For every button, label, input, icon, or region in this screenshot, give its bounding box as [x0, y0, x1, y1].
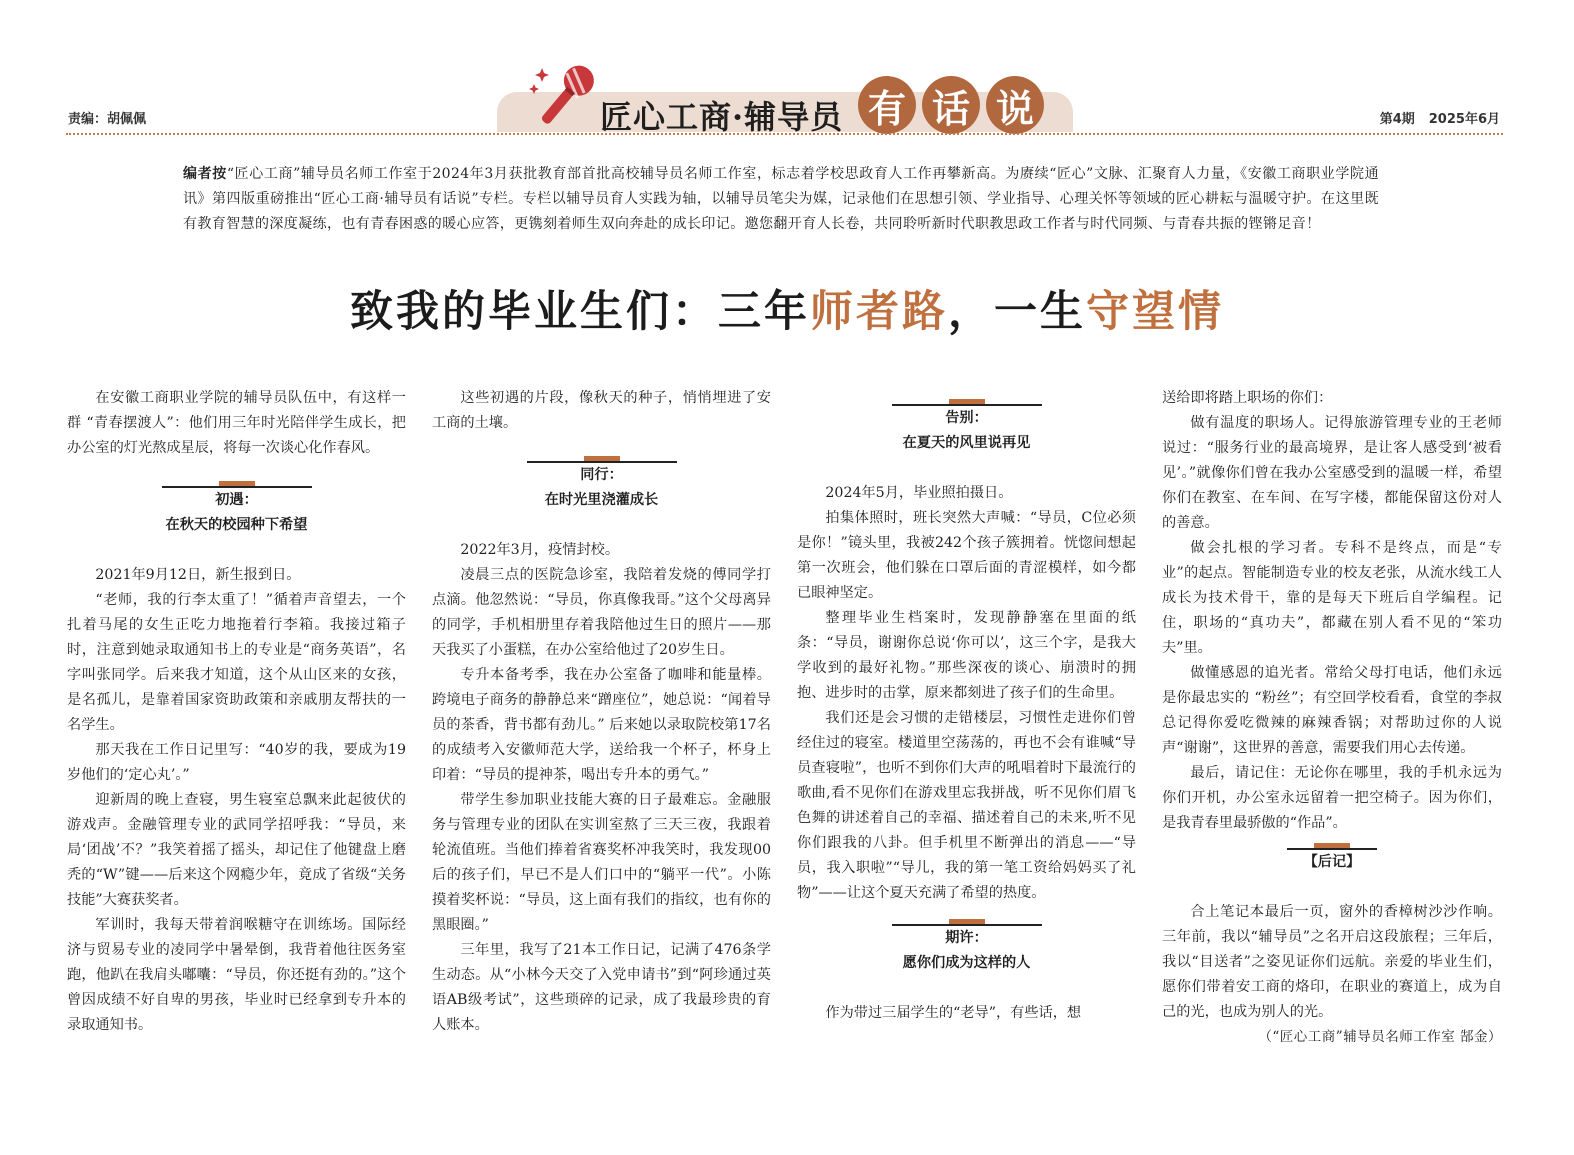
postscript-title: 【后记】	[1303, 854, 1361, 870]
paragraph: 军训时，我每天带着润喉糖守在训练场。国际经济与贸易专业的凌同学中暑晕倒，我背着他往医务室跑，他趴在我肩头嘟囔：“导员，你还挺有劲的。”这个曾因成绩不好自卑的男孩，毕业时已经拿到专升本的录取通知书。	[67, 917, 406, 1033]
paragraph: 2024年5月，毕业照拍摄日。	[825, 485, 1013, 501]
article-column-2	[432, 386, 771, 1038]
section-rule	[162, 486, 312, 488]
paragraph: 迎新周的晚上查寝，男生寝室总飘来此起彼伏的游戏声。金融管理专业的武同学招呼我：“导员，来局‘团战’不？”我笑着摇了摇头，却记住了他键盘上磨秃的“W”键——后来这个网瘾少年，竟成了省级“关务技能”大赛获奖者。	[67, 792, 406, 908]
paragraph: 合上笔记本最后一页，窗外的香樟树沙沙作响。三年前，我以“辅导员”之名开启这段旅程；三年后，我以“目送者”之姿见证你们远航。亲爱的毕业生们，愿你们带着安工商的烙印，在职业的赛道上，成为自己的光，也成为别人的光。	[1162, 904, 1502, 1020]
section-title: 愿你们成为这样的人	[902, 955, 1031, 971]
paragraph: 最后，请记住：无论你在哪里，我的手机永远为你们开机，办公室永远留着一把空椅子。因为你们，是我青春里最骄傲的“作品”。	[1162, 765, 1502, 831]
paragraph: 那天我在工作日记里写：“40岁的我，要成为19岁他们的‘定心丸’。”	[67, 742, 406, 783]
signature: （“匠心工商”辅导员名师工作室 郜金）	[1258, 1029, 1502, 1045]
section-kicker: 初遇：	[215, 492, 258, 508]
section-title: 在时光里浇灌成长	[544, 492, 659, 508]
headline-accent: 师者路	[810, 287, 948, 337]
section-kicker: 期许：	[945, 930, 988, 946]
paragraph: “老师，我的行李太重了！”循着声音望去，一个扎着马尾的女生正吃力地拖着行李箱。我接过箱子时，注意到她录取通知书上的专业是“商务英语”，名字叫张同学。后来我才知道，这个从山区来的女孩，是名孤儿，是靠着国家资助政策和亲戚朋友帮扶的一名学生。	[67, 592, 406, 733]
paragraph: 专升本备考季，我在办公室备了咖啡和能量棒。跨境电子商务的静静总来“蹭座位”，她总说：“闻着导员的茶香，背书都有劲儿。” 后来她以录取院校第17名的成绩考入安徽师范大学，送给我一个杯子，杯身上印着：“导员的提神茶，喝出专升本的勇气。”	[432, 667, 771, 783]
section-rule	[1287, 848, 1377, 850]
paragraph: 带学生参加职业技能大赛的日子最难忘。金融服务与管理专业的团队在实训室熬了三天三夜，我跟着轮流值班。当他们捧着省赛奖杯冲我笑时，我发现00后的孩子们，早已不是人们口中的“躺平一代”。小陈摸着奖杯说：“导员，这上面有我们的指纹，也有你的黑眼圈。”	[432, 792, 771, 933]
section-rule	[892, 924, 1042, 926]
section-title: 在秋天的校园种下希望	[165, 517, 308, 533]
section-rule	[892, 404, 1042, 406]
section-kicker: 同行：	[580, 467, 623, 483]
column-title: 匠心工商·辅导员	[600, 98, 844, 136]
paragraph: 这些初遇的片段，像秋天的种子，悄悄埋进了安工商的土壤。	[432, 390, 771, 431]
microphone-icon	[528, 58, 604, 134]
editor-note	[183, 162, 1379, 237]
article-column-3	[797, 386, 1136, 1026]
seal-char: 话	[922, 76, 980, 134]
editor-note-text: “匠心工商”辅导员名师工作室于2024年3月获批教育部首批高校辅导员名师工作室，标志着学校思政育人工作再攀新高。为赓续“匠心”文脉、汇聚育人力量，《安徽工商职业学院通讯》第四版重磅推出“匠心工商·辅导员有话说”专栏。专栏以辅导员育人实践为轴，以辅导员笔尖为媒，记录他们在思想引领、学业指导、心理关怀等领域的匠心耕耘与温暖守护。在这里既有教育智慧的深度凝练，也有青春困惑的暖心应答，更镌刻着师生双向奔赴的成长印记。邀您翻开育人长卷，共同聆听新时代职教思政工作者与时代同频、与青春共振的铿锵足音！	[183, 166, 1379, 232]
paragraph: 2022年3月，疫情封校。	[460, 542, 620, 558]
seal-char: 有	[858, 76, 916, 134]
section-kicker: 告别：	[945, 410, 988, 426]
section-title: 在夏天的风里说再见	[902, 435, 1031, 451]
section-heading	[797, 404, 1136, 456]
editor-credit: 责编：胡佩佩	[68, 112, 147, 127]
section-heading	[432, 461, 771, 513]
article-column-1	[67, 386, 406, 1038]
paragraph: 2021年9月12日，新生报到日。	[95, 567, 301, 583]
issue-number: 第4期	[1379, 112, 1415, 127]
paragraph: 做会扎根的学习者。专科不是终点，而是“专业”的起点。智能制造专业的校友老张，从流水线工人成长为技术骨干，靠的是每天下班后自学编程。记住，职场的“真功夫”，都藏在别人看不见的“笨功夫”里。	[1162, 540, 1502, 656]
paragraph: 送给即将踏上职场的你们：	[1162, 390, 1333, 406]
paragraph: 整理毕业生档案时，发现静静塞在里面的纸条：“导员，谢谢你总说‘你可以’，这三个字，是我大学收到的最好礼物。”那些深夜的谈心、崩溃时的拥抱、进步时的击掌，原来都刻进了孩子们的生命里。	[797, 610, 1136, 701]
paragraph: 做有温度的职场人。记得旅游管理专业的王老师说过：“服务行业的最高境界，是让客人感受到‘被看见’。”就像你们曾在我办公室感受到的温暖一样，希望你们在教室、在车间、在写字楼，都能保留这份对人的善意。	[1162, 415, 1502, 531]
section-heading	[67, 486, 406, 538]
headline-part: 致我的毕业生们：三年	[350, 287, 810, 337]
paragraph: 我们还是会习惯的走错楼层，习惯性走进你们曾经住过的寝室。楼道里空荡荡的，再也不会有谁喊“导员查寝啦”，也听不到你们大声的吼唱着时下最流行的歌曲,看不见你们在游戏里忘我拼战，听不见你们眉飞色舞的讲述着自己的幸福、描述着自己的未来,听不见你们跟我的八卦。但手机里不断弹出的消息——“导员，我入职啦”“导儿，我的第一笔工资给妈妈买了礼物”——让这个夏天充满了希望的热度。	[797, 710, 1136, 901]
column-seals	[858, 76, 1044, 134]
paragraph: 三年里，我写了21本工作日记，记满了476条学生动态。从“小林今天交了入党申请书”到“阿珍通过英语AB级考试”，这些琐碎的记录，成了我最珍贵的育人账本。	[432, 942, 771, 1033]
headline-part: ，一生	[948, 287, 1086, 337]
seal-char: 说	[986, 76, 1044, 134]
paragraph: 拍集体照时，班长突然大声喊：“导员，C位必须是你！”镜头里，我被242个孩子簇拥着。恍惚间想起第一次班会，他们躲在口罩后面的青涩模样，如今都已眼神坚定。	[797, 510, 1136, 601]
issue-info	[1380, 108, 1500, 127]
editor-note-lead: 编者按	[183, 166, 227, 182]
paragraph: 做懂感恩的追光者。常给父母打电话，他们永远是你最忠实的 “粉丝”；有空回学校看看，食堂的李叔总记得你爱吃微辣的麻辣香锅；对帮助过你的人说声“谢谢”，这世界的善意，需要我们用心去传递。	[1162, 665, 1502, 756]
paragraph: 作为带过三届学生的“老导”，有些话，想	[825, 1005, 1082, 1021]
paragraph: 在安徽工商职业学院的辅导员队伍中，有这样一群 “青春摆渡人”：他们用三年时光陪伴学生成长，把办公室的灯光熬成星辰，将每一次谈心化作春风。	[67, 390, 406, 456]
article-column-4	[1162, 386, 1502, 1050]
headline-accent: 守望情	[1086, 287, 1224, 337]
header-divider	[66, 133, 1503, 135]
article-headline	[0, 278, 1574, 339]
section-heading	[797, 924, 1136, 976]
issue-date: 2025年6月	[1428, 112, 1500, 127]
postscript-heading	[1162, 848, 1502, 875]
paragraph: 凌晨三点的医院急诊室，我陪着发烧的傅同学打点滴。他忽然说：“导员，你真像我哥。”这个父母离异的同学，手机相册里存着我陪他过生日的照片——那天我买了小蛋糕，在办公室给他过了20岁生日。	[432, 567, 771, 658]
section-rule	[527, 461, 677, 463]
